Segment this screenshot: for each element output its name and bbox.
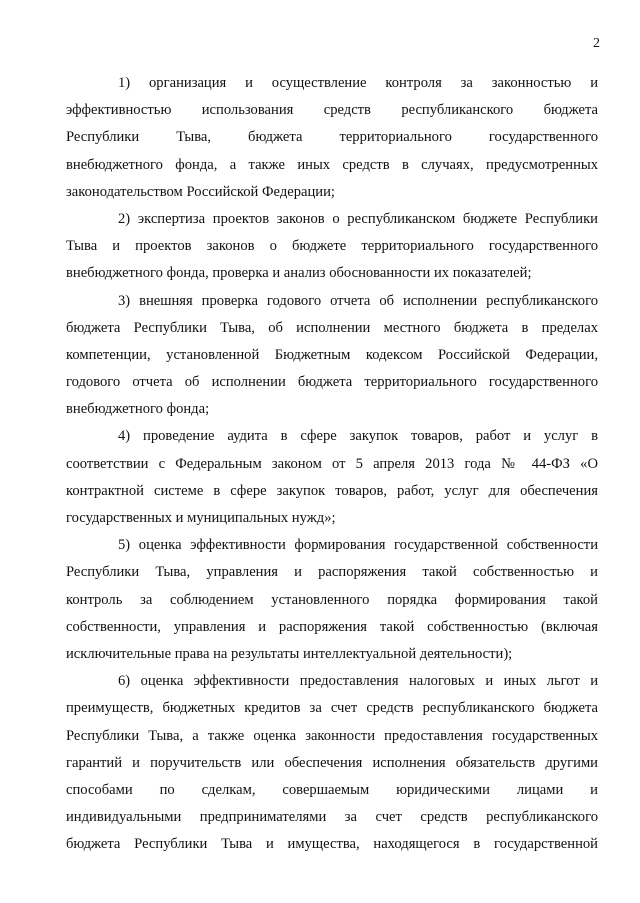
document-body bbox=[66, 70, 598, 858]
list-item-4 bbox=[66, 423, 598, 532]
text-line: индивидуальными предпринимателями за счет средств республиканского bbox=[66, 809, 598, 826]
text-line: 1) организация и осуществление контроля за законностью и bbox=[118, 75, 598, 91]
text-line: Республики Тыва, управления и распоряжения такой собственностью и bbox=[66, 564, 598, 581]
list-item-5 bbox=[66, 532, 598, 668]
text-line: компетенции, установленной Бюджетным кодексом Российской Федерации, bbox=[66, 346, 598, 363]
text-line: годового отчета об исполнении бюджета территориального государственного bbox=[66, 374, 598, 391]
text-line: исключительные права на результаты интеллектуальной деятельности); bbox=[66, 645, 513, 662]
text-line: гарантий и поручительств или обеспечения исполнения обязательств другими bbox=[66, 754, 598, 771]
text-line: эффективностью использования средств республиканского бюджета bbox=[66, 102, 598, 119]
text-line: способами по сделкам, совершаемым юридическими лицами и bbox=[66, 781, 598, 798]
text-line: Республики Тыва, бюджета территориального государственного bbox=[66, 129, 598, 146]
text-line: внебюджетного фонда; bbox=[66, 401, 210, 418]
text-line: 4) проведение аудита в сфере закупок товаров, работ и услуг в bbox=[118, 428, 598, 445]
text-line: контроль за соблюдением установленного порядка формирования такой bbox=[66, 591, 598, 608]
list-item-6 bbox=[66, 668, 598, 858]
text-line: 3) внешняя проверка годового отчета об исполнении республиканского bbox=[118, 292, 598, 309]
text-line: внебюджетного фонда, проверка и анализ обоснованности их показателей; bbox=[66, 265, 532, 282]
text-line: 5) оценка эффективности формирования государственной собственности bbox=[118, 537, 598, 554]
list-item-1 bbox=[66, 70, 598, 206]
text-line: собственности, управления и распоряжения такой собственностью (включая bbox=[66, 618, 598, 635]
text-line: Республики Тыва, а также оценка законности предоставления государственных bbox=[66, 727, 598, 744]
text-line: соответствии с Федеральным законом от 5 апреля 2013 года № 44-ФЗ «О bbox=[66, 455, 598, 472]
text-line: контрактной системе в сфере закупок товаров, работ, услуг для обеспечения bbox=[66, 482, 598, 499]
list-item-3 bbox=[66, 288, 598, 424]
text-line: законодательством Российской Федерации; bbox=[66, 183, 335, 200]
list-item-2 bbox=[66, 206, 598, 288]
text-line: бюджета Республики Тыва, об исполнении местного бюджета в пределах bbox=[66, 319, 598, 336]
page-number: 2 bbox=[593, 36, 600, 51]
text-line: государственных и муниципальных нужд»; bbox=[66, 510, 336, 526]
text-line: 2) экспертиза проектов законов о республиканском бюджете Республики bbox=[118, 210, 598, 227]
text-line: преимуществ, бюджетных кредитов за счет средств республиканского бюджета bbox=[66, 700, 598, 717]
text-line: бюджета Республики Тыва и имущества, находящегося в государственной bbox=[66, 836, 598, 853]
text-line: 6) оценка эффективности предоставления налоговых и иных льгот и bbox=[118, 673, 598, 690]
text-line: внебюджетного фонда, а также иных средств в случаях, предусмотренных bbox=[66, 156, 598, 173]
text-line: Тыва и проектов законов о бюджете территориального государственного bbox=[66, 238, 598, 255]
